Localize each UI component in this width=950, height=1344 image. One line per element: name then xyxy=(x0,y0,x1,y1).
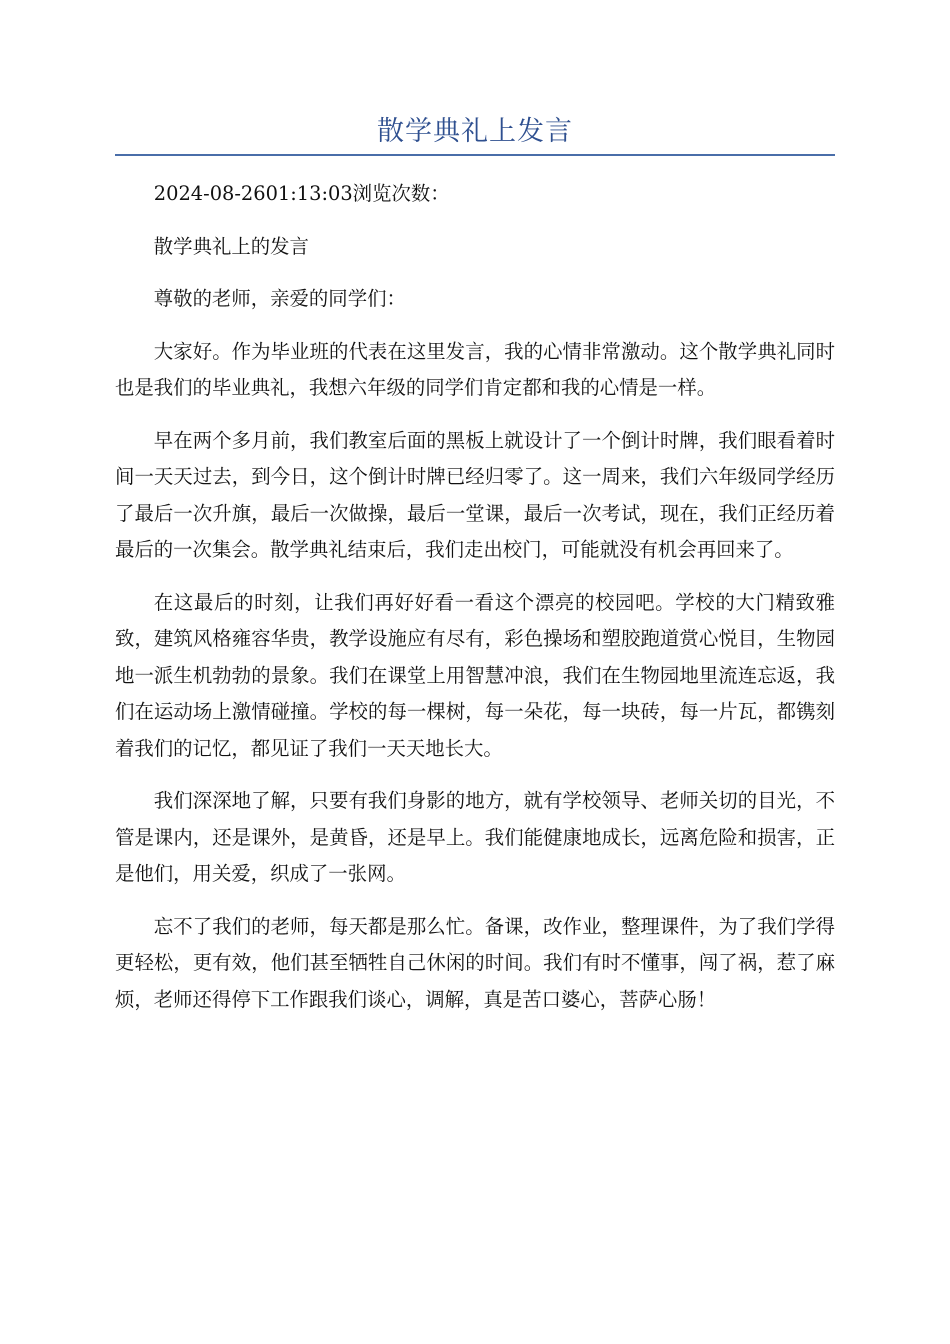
paragraph: 在这最后的时刻，让我们再好好看一看这个漂亮的校园吧。学校的大门精致雅致，建筑风格雍容华贵，教学设施应有尽有，彩色操场和塑胶跑道赏心悦目，生物园地一派生机勃勃的景象。我们在课堂上用智慧冲浪，我们在生物园地里流连忘返，我们在运动场上激情碰撞。学校的每一棵树，每一朵花，每一块砖，每一片瓦，都镌刻着我们的记忆，都见证了我们一天天地长大。 xyxy=(115,590,835,760)
paragraph: 我们深深地了解，只要有我们身影的地方，就有学校领导、老师关切的目光，不管是课内，还是课外，是黄昏，还是早上。我们能健康地成长，远离危险和损害，正是他们，用关爱，织成了一张网。 xyxy=(115,789,835,885)
salutation: 尊敬的老师，亲爱的同学们： xyxy=(153,287,406,310)
paragraph: 早在两个多月前，我们教室后面的黑板上就设计了一个倒计时牌，我们眼看着时间一天天过去，到今日，这个倒计时牌已经归零了。这一周来，我们六年级同学经历了最后一次升旗，最后一次做操，最后一堂课，最后一次考试，现在，我们正经历着最后的一次集会。散学典礼结束后，我们走出校门，可能就没有机会再回来了。 xyxy=(115,428,835,561)
title-divider xyxy=(115,154,835,156)
meta-line: 2024-08-2601:13:03浏览次数： xyxy=(153,182,450,205)
paragraph: 大家好。作为毕业班的代表在这里发言，我的心情非常激动。这个散学典礼同时也是我们的毕业典礼，我想六年级的同学们肯定都和我的心情是一样。 xyxy=(115,339,835,399)
speech-subtitle: 散学典礼上的发言 xyxy=(153,234,309,258)
document-body xyxy=(115,176,835,1034)
page-title: 散学典礼上发言 xyxy=(377,116,573,147)
paragraph: 忘不了我们的老师，每天都是那么忙。备课，改作业，整理课件，为了我们学得更轻松，更有效，他们甚至牺牲自己休闲的时间。我们有时不懂事，闯了祸，惹了麻烦，老师还得停下工作跟我们谈心，调解，真是苦口婆心，菩萨心肠！ xyxy=(115,914,835,1011)
